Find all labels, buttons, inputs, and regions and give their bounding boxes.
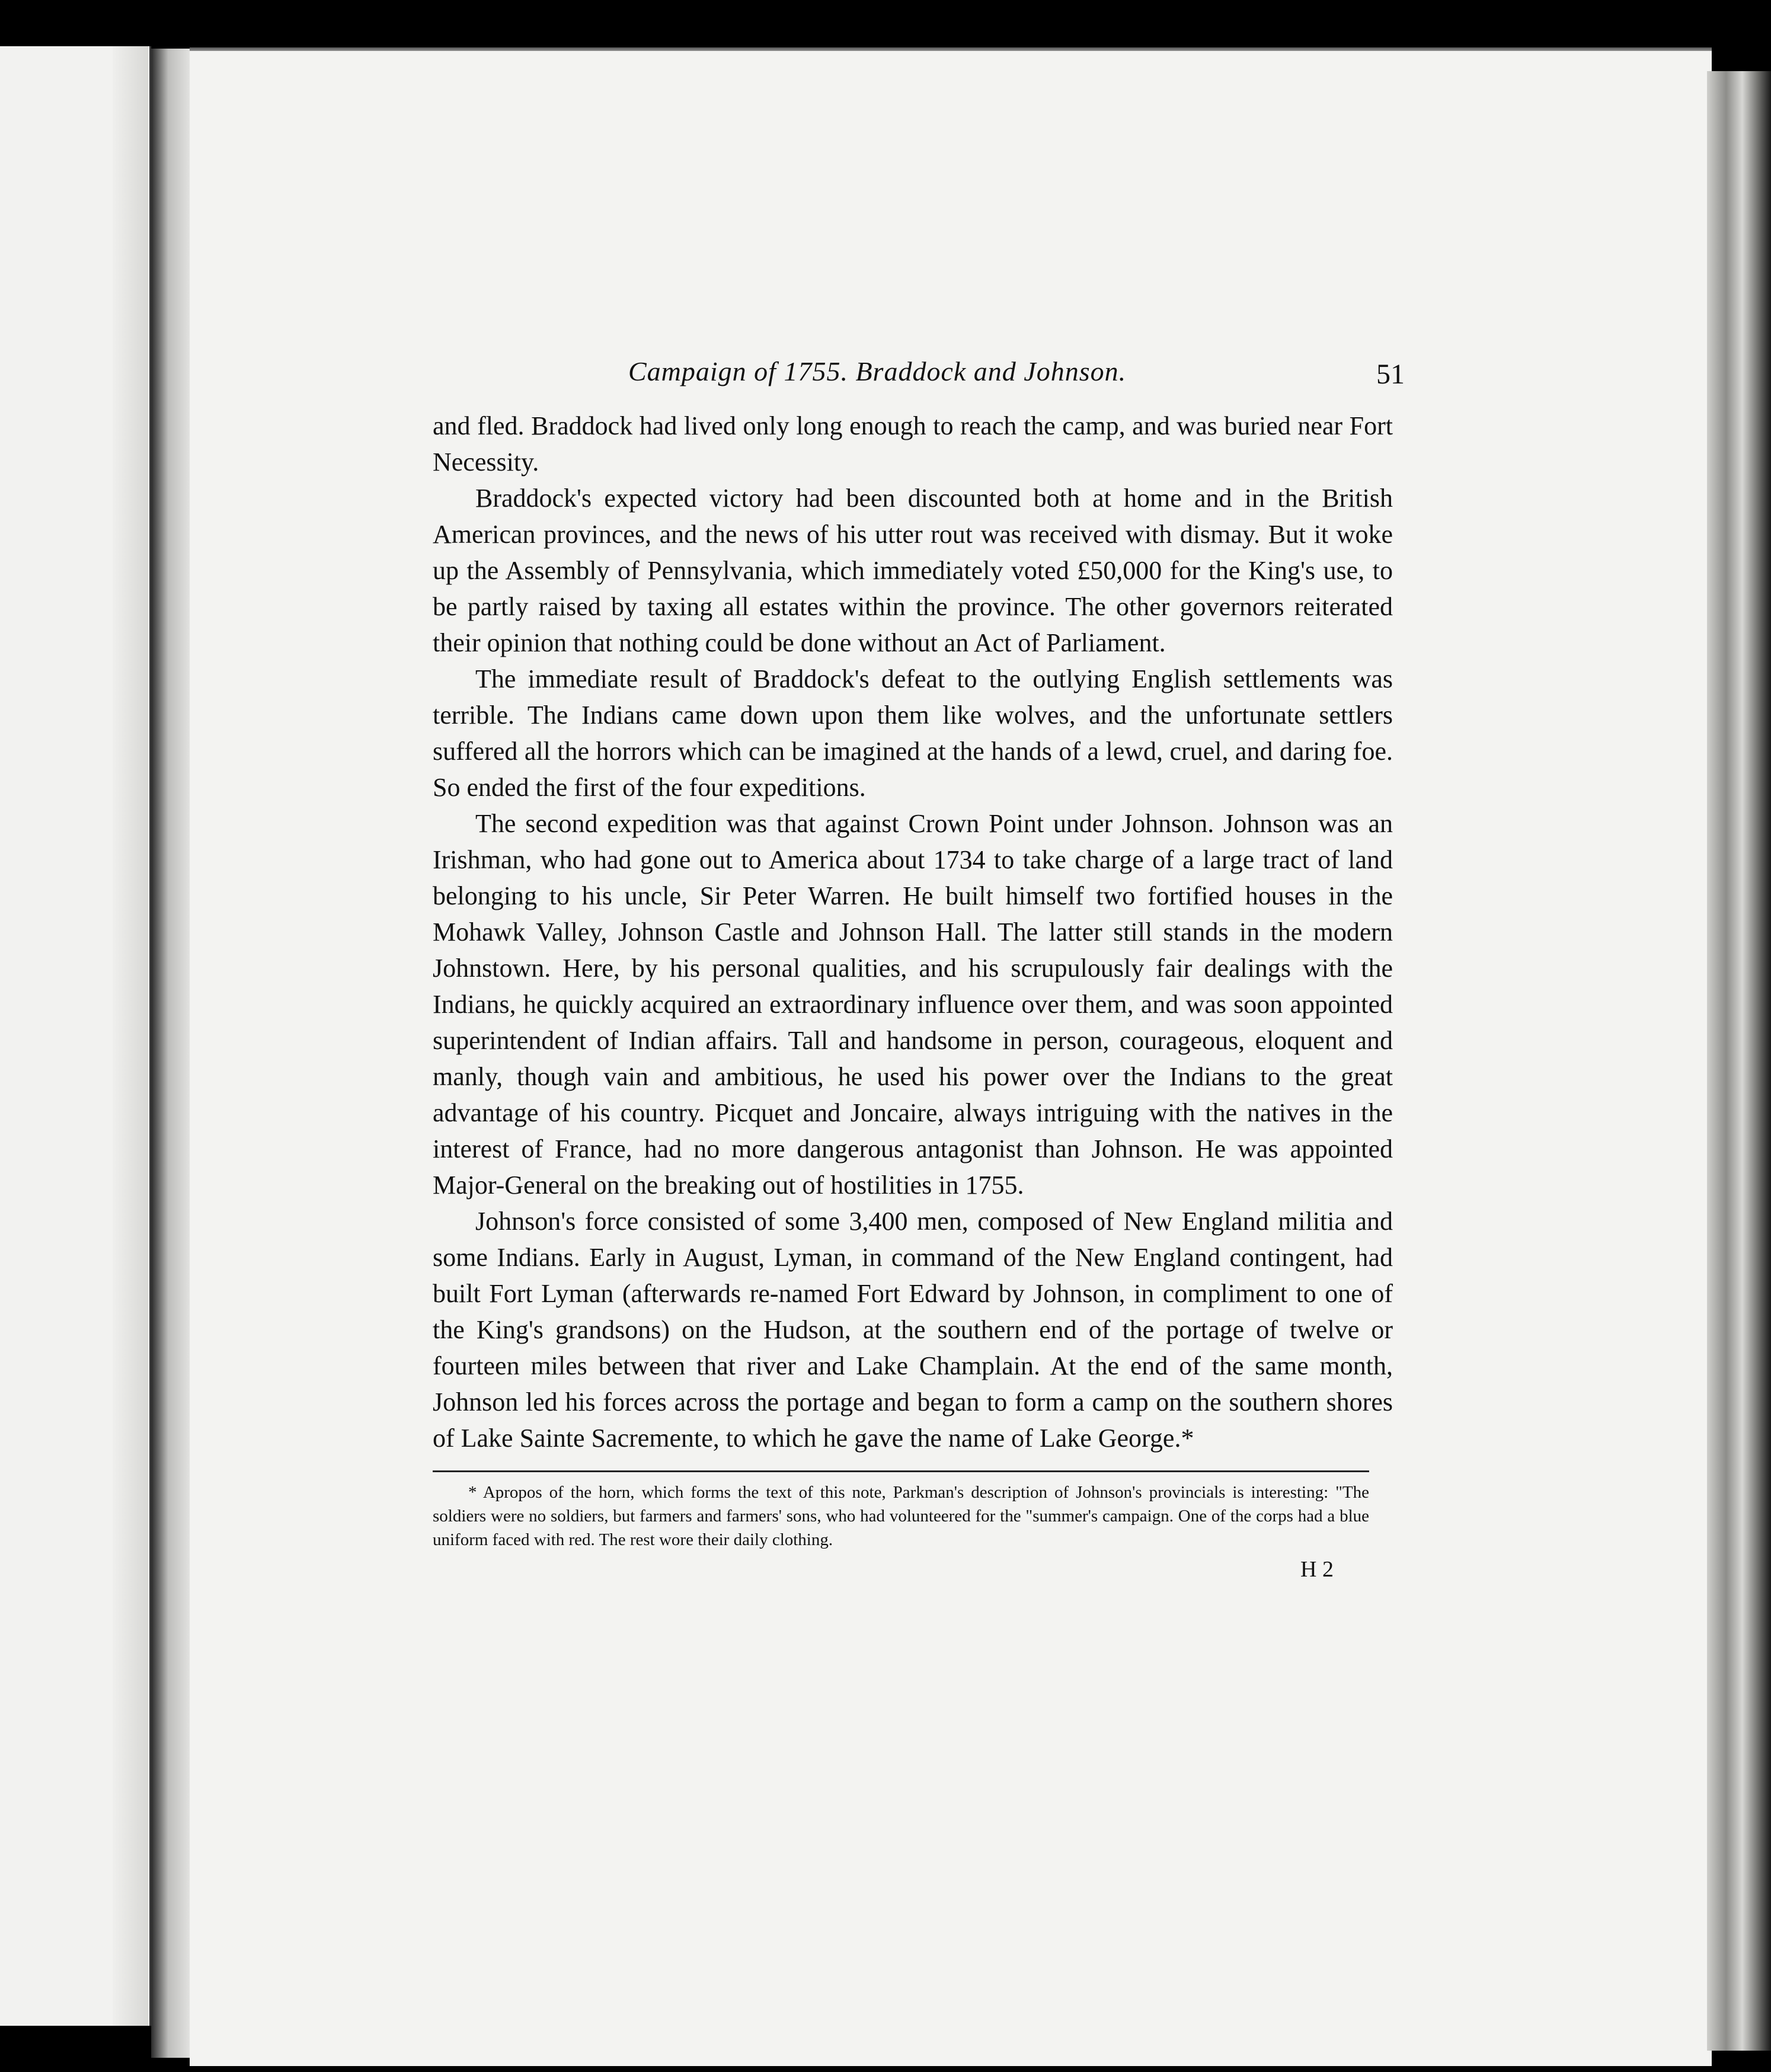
page-content xyxy=(433,356,1405,1582)
paragraph: Johnson's force consisted of some 3,400 men, composed of New England militia and some Indians. Early in August, Lyman, in command of the New England contingent, had built Fort Lyman (afterwards re-named Fort Edward by Johnson, in compliment to one of the King's grandsons) on the Hudson, at the southern end of the portage of twelve or fourteen miles between that river and Lake Champlain. At the end of the same month, Johnson led his forces across the portage and began to form a camp on the southern shores of Lake Sainte Sacremente, to which he gave the name of Lake George.* xyxy=(433,1207,1393,1453)
signature-mark: H 2 xyxy=(1300,1557,1334,1582)
paragraph: The immediate result of Braddock's defeat to the outlying English settlements was terrible. The Indians came down upon them like wolves, and the unfortunate settlers suffered all the horrors which can be imagined at the hands of a lewd, cruel, and daring foe. So ended the first of the four expeditions. xyxy=(433,664,1393,802)
body-text xyxy=(433,408,1393,1456)
footnote: * Apropos of the horn, which forms the text of this note, Parkman's description of Johnson's provincials is interesting: "The soldiers were no soldiers, but farmers and farmers' sons, who had volunteered for the "summer's campaign. One of the corps had a blue uniform faced with red. The rest wore their daily clothing. xyxy=(433,1483,1369,1549)
paragraph: Braddock's expected victory had been discounted both at home and in the British American provinces, and the news of his utter rout was received with dismay. But it woke up the Assembly of Pennsylvania, which immediately voted £50,000 for the King's use, to be partly raised by taxing all estates within the province. The other governors reiterated their opinion that nothing could be done without an Act of Parliament. xyxy=(433,484,1393,657)
running-title: Campaign of 1755. Braddock and Johnson. xyxy=(628,356,1127,386)
page-stack-edge xyxy=(1707,71,1771,2051)
left-page xyxy=(0,46,151,2026)
paragraph: The second expedition was that against Crown Point under Johnson. Johnson was an Irishman, who had gone out to America about 1734 to take charge of a large tract of land belonging to his uncle, Sir Peter Warren. He built himself two fortified houses in the Mohawk Valley, Johnson Castle and Johnson Hall. The latter still stands in the modern Johnstown. Here, by his personal qualities, and his scrupulously fair dealings with the Indians, he quickly acquired an extraordinary influence over them, and was soon appointed superintendent of Indian affairs. Tall and handsome in person, courageous, eloquent and manly, though vain and ambitious, he used his power over the Indians to the great advantage of his country. Picquet and Joncaire, always intriguing with the natives in the interest of France, had no more dangerous antagonist than Johnson. He was appointed Major-General on the breaking out of hostilities in 1755. xyxy=(433,809,1393,1200)
footnote-rule xyxy=(433,1470,1369,1472)
book-gutter xyxy=(151,49,194,2058)
left-page-shadow xyxy=(113,46,148,2026)
page-number: 51 xyxy=(1376,359,1405,390)
paragraph: and fled. Braddock had lived only long enough to reach the camp, and was buried near Fort Necessity. xyxy=(433,411,1393,477)
running-head xyxy=(433,356,1405,397)
